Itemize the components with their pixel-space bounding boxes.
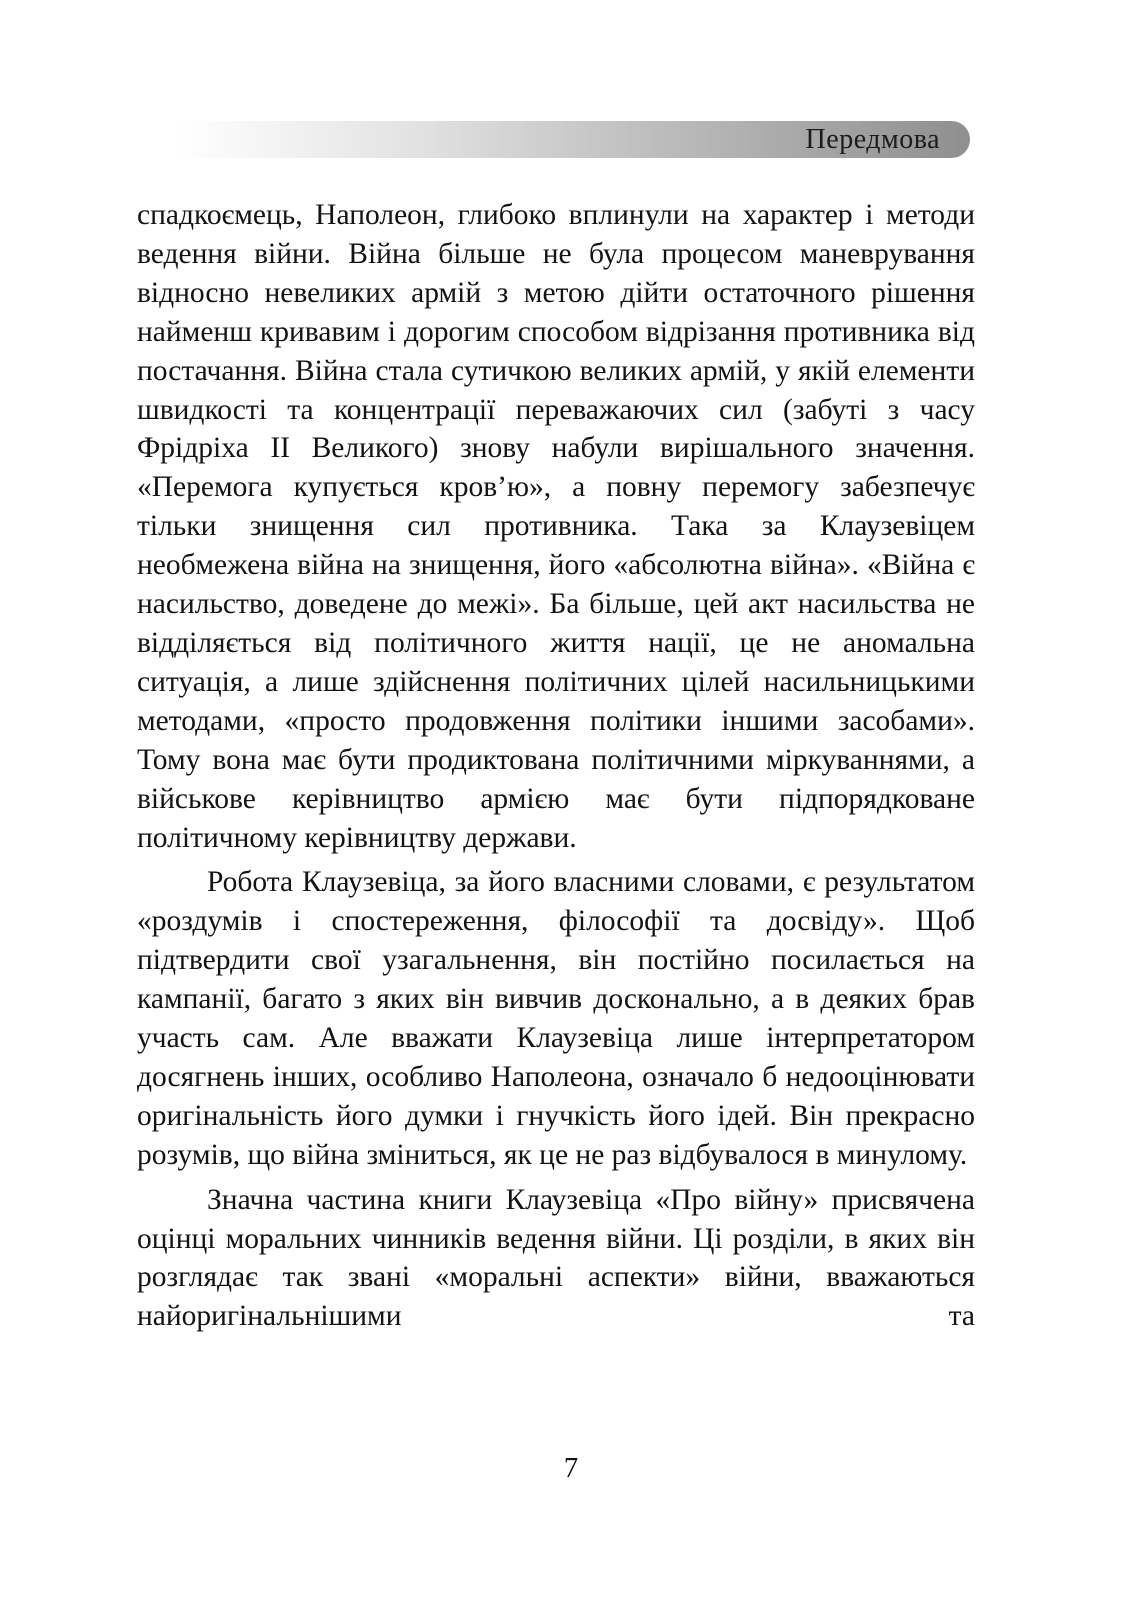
paragraph: спадкоємець, Наполеон, глибоко вплинули на характер і методи ведення війни. Війна більше не була процесом маневрування відносно невеликих армій з метою дійти остаточного рішення найменш кривавим і дорогим способом відрізання противника від постачання. Війна стала сутичкою великих армій, у якій елементи швидкості та концентрації переважаючих сил (забуті з часу Фрідріха II Великого) знову набули вирішального значення. «Перемога купується кров’ю», а повну перемогу забезпечує тільки знищення сил противника. Така за Клаузевіцем необмежена війна на знищення, його «абсолютна війна». «Війна є насильство, доведене до межі». Ба більше, цей акт насильства не відділяється від політичного життя нації, це не аномальна ситуація, а лише здійснення політичних цілей насильницькими методами, «просто продовження політики іншими засобами». Тому вона має бути продиктована політичними міркуваннями, а військове керівництво армією має бути підпорядковане політичному керівництву держави.: [137, 199, 975, 854]
body-text: [137, 196, 975, 1336]
paragraph: Значна частина книги Клаузевіца «Про війну» присвячена оцінці моральних чинників ведення війни. Ці розділи, в яких він розглядає так звані «моральні аспекти» війни, вважаються найоригінальнішими та: [137, 1183, 975, 1333]
paragraph: Робота Клаузевіца, за його власними словами, є результатом «роздумів і спостереження, філософії та досвіду». Щоб підтвердити свої узагальнення, він постійно посилається на кампанії, багато з яких він вивчив досконально, а в деяких брав участь сам. Але вважати Клаузевіца лише інтерпретатором досягнень інших, особливо Наполеона, означало б недооцінювати оригінальність його думки і гнучкість його ідей. Він прекрасно розумів, що війна зміниться, як це не раз відбувалося в минулому.: [137, 866, 975, 1171]
page-number: 7: [563, 1452, 579, 1484]
header-banner: [178, 121, 970, 158]
page-title: Передмова: [805, 123, 940, 155]
